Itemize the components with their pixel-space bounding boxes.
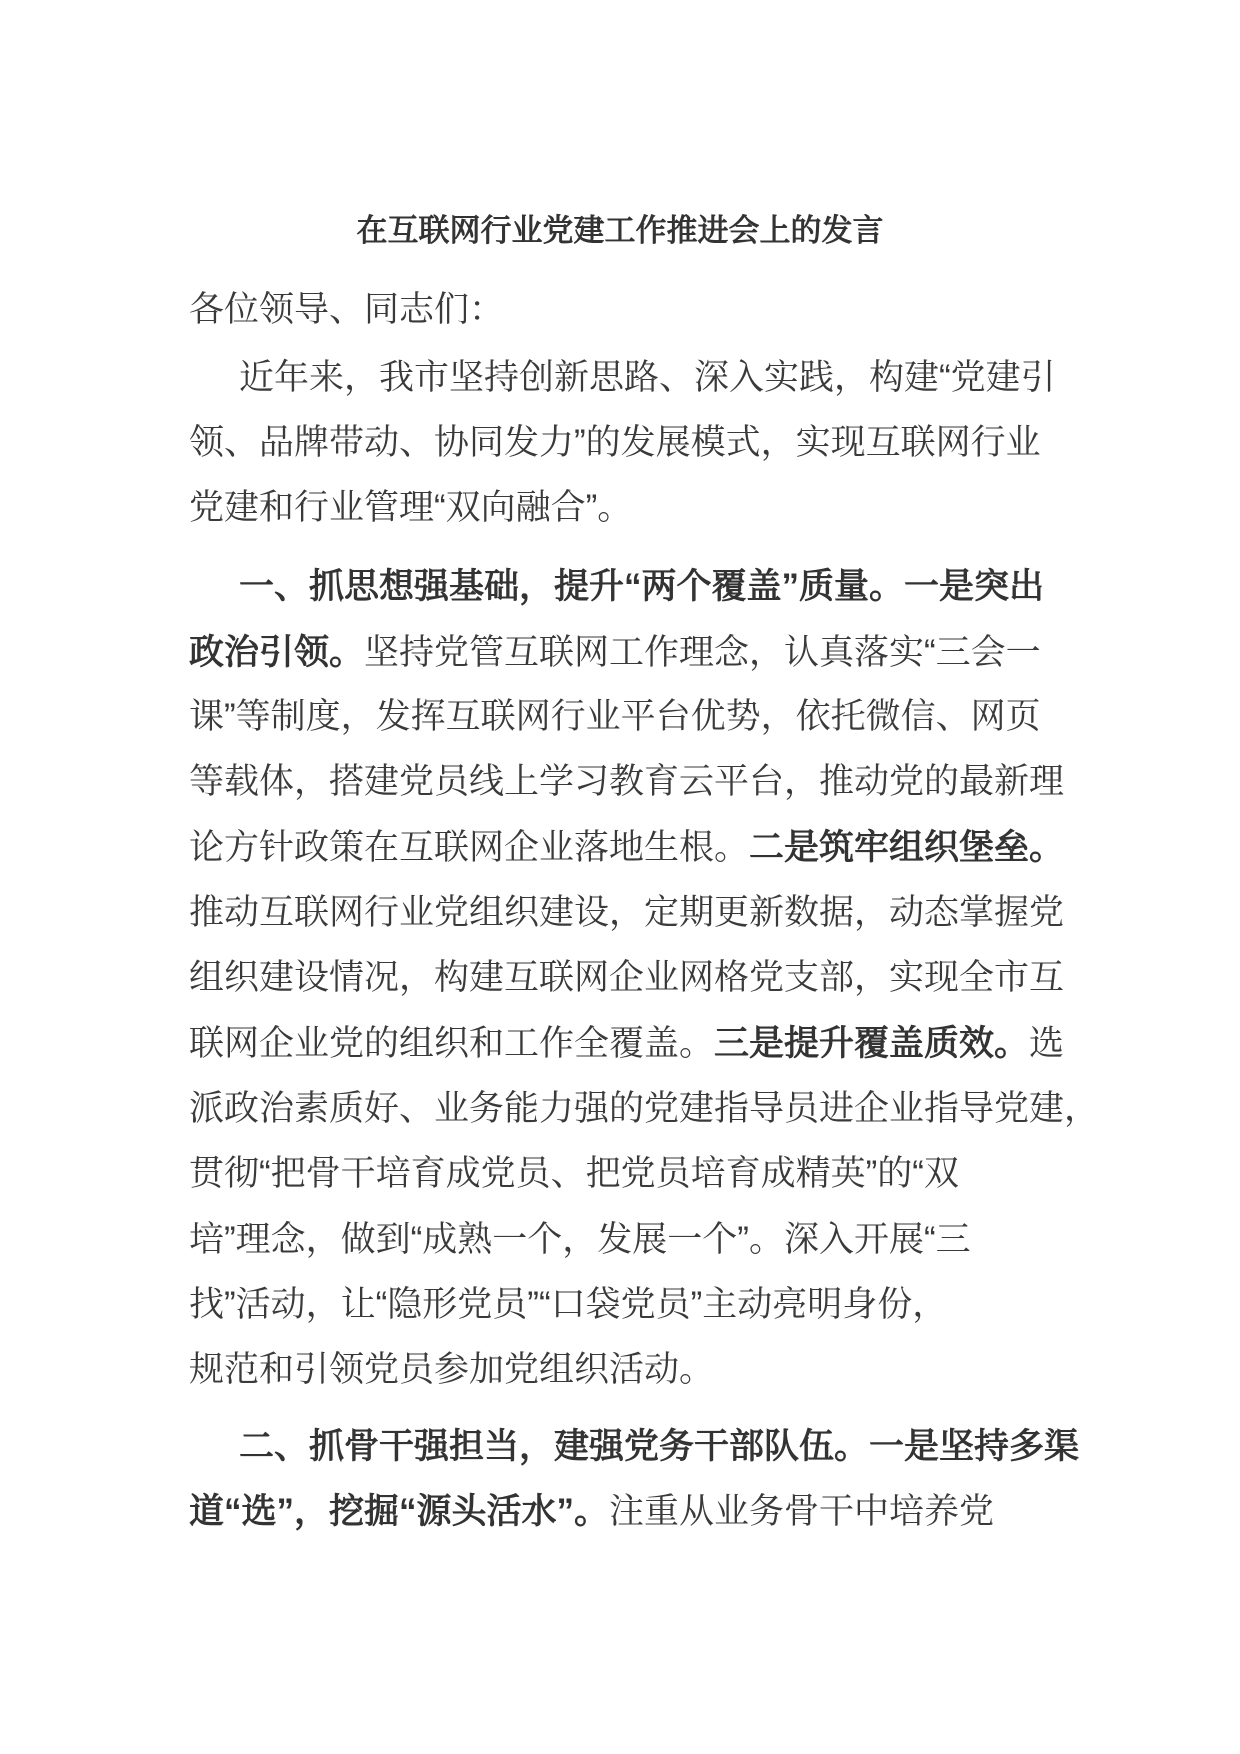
- text-line: [189, 1087, 1099, 1131]
- text-line: [189, 421, 1041, 465]
- text-line: [189, 1283, 947, 1327]
- text-line: [189, 1490, 994, 1534]
- bold-text: 二、抓骨干强担当，建强党务干部队伍。一是坚持多渠: [239, 1427, 1080, 1466]
- body-text: 近年来，我市坚持创新思路、深入实践，构建“党建引: [239, 358, 1056, 397]
- text-line: [239, 356, 1056, 400]
- text-line: [239, 1425, 1079, 1469]
- body-text: 课”等制度，发挥互联网行业平台优势，依托微信、网页: [189, 697, 1041, 736]
- bold-text: 三是提升覆盖质效。: [714, 1024, 1030, 1063]
- bold-text: 二是筑牢组织堡垒。: [749, 828, 1065, 867]
- bold-text: 政治引领。: [189, 633, 365, 672]
- body-text: 各位领导、同志们：: [189, 290, 505, 329]
- body-text: 领、品牌带动、协同发力”的发展模式，实现互联网行业: [189, 423, 1041, 462]
- text-line: [189, 695, 1041, 739]
- body-text: 坚持党管互联网工作理念，认真落实“三会一: [364, 633, 1041, 672]
- body-text: 等载体，搭建党员线上学习教育云平台，推动党的最新理: [189, 762, 1065, 801]
- text-line: [189, 891, 1064, 935]
- body-text: 推动互联网行业党组织建设，定期更新数据，动态掌握党: [189, 893, 1065, 932]
- body-text: 培”理念，做到“成熟一个，发展一个”。深入开展“三: [189, 1220, 971, 1259]
- body-text: 贯彻“把骨干培育成党员、把党员培育成精英”的“双: [189, 1154, 959, 1193]
- text-line: [189, 486, 632, 530]
- document-title: 在互联网行业党建工作推进会上的发言: [356, 213, 884, 248]
- body-text: 党建和行业管理“双向融合”。: [189, 488, 633, 527]
- text-line: [189, 288, 504, 332]
- body-text: 论方针政策在互联网企业落地生根。: [189, 828, 750, 867]
- body-text: 派政治素质好、业务能力强的党建指导员进企业指导党建，: [189, 1089, 1100, 1128]
- text-line: [189, 1152, 959, 1196]
- text-line: [189, 1218, 971, 1262]
- bold-text: 道“选”，挖掘“源头活水”。: [189, 1492, 610, 1531]
- text-line: [189, 826, 1064, 870]
- text-line: [239, 565, 1044, 609]
- text-line: [189, 956, 1064, 1000]
- body-text: 组织建设情况，构建互联网企业网格党支部，实现全市互: [189, 958, 1065, 997]
- body-text: 找”活动，让“隐形党员”“口袋党员”主动亮明身份，: [189, 1285, 948, 1324]
- text-line: [189, 1022, 1064, 1066]
- body-text: 联网企业党的组织和工作全覆盖。: [189, 1024, 715, 1063]
- body-text: 注重从业务骨干中培养党: [609, 1492, 995, 1531]
- text-line: [189, 1348, 714, 1392]
- body-text: 选: [1029, 1024, 1065, 1063]
- bold-text: 一、抓思想强基础，提升“两个覆盖”质量。一是突出: [239, 567, 1045, 606]
- text-line: [189, 760, 1064, 804]
- text-line: [189, 631, 1041, 675]
- body-text: 规范和引领党员参加党组织活动。: [189, 1350, 715, 1389]
